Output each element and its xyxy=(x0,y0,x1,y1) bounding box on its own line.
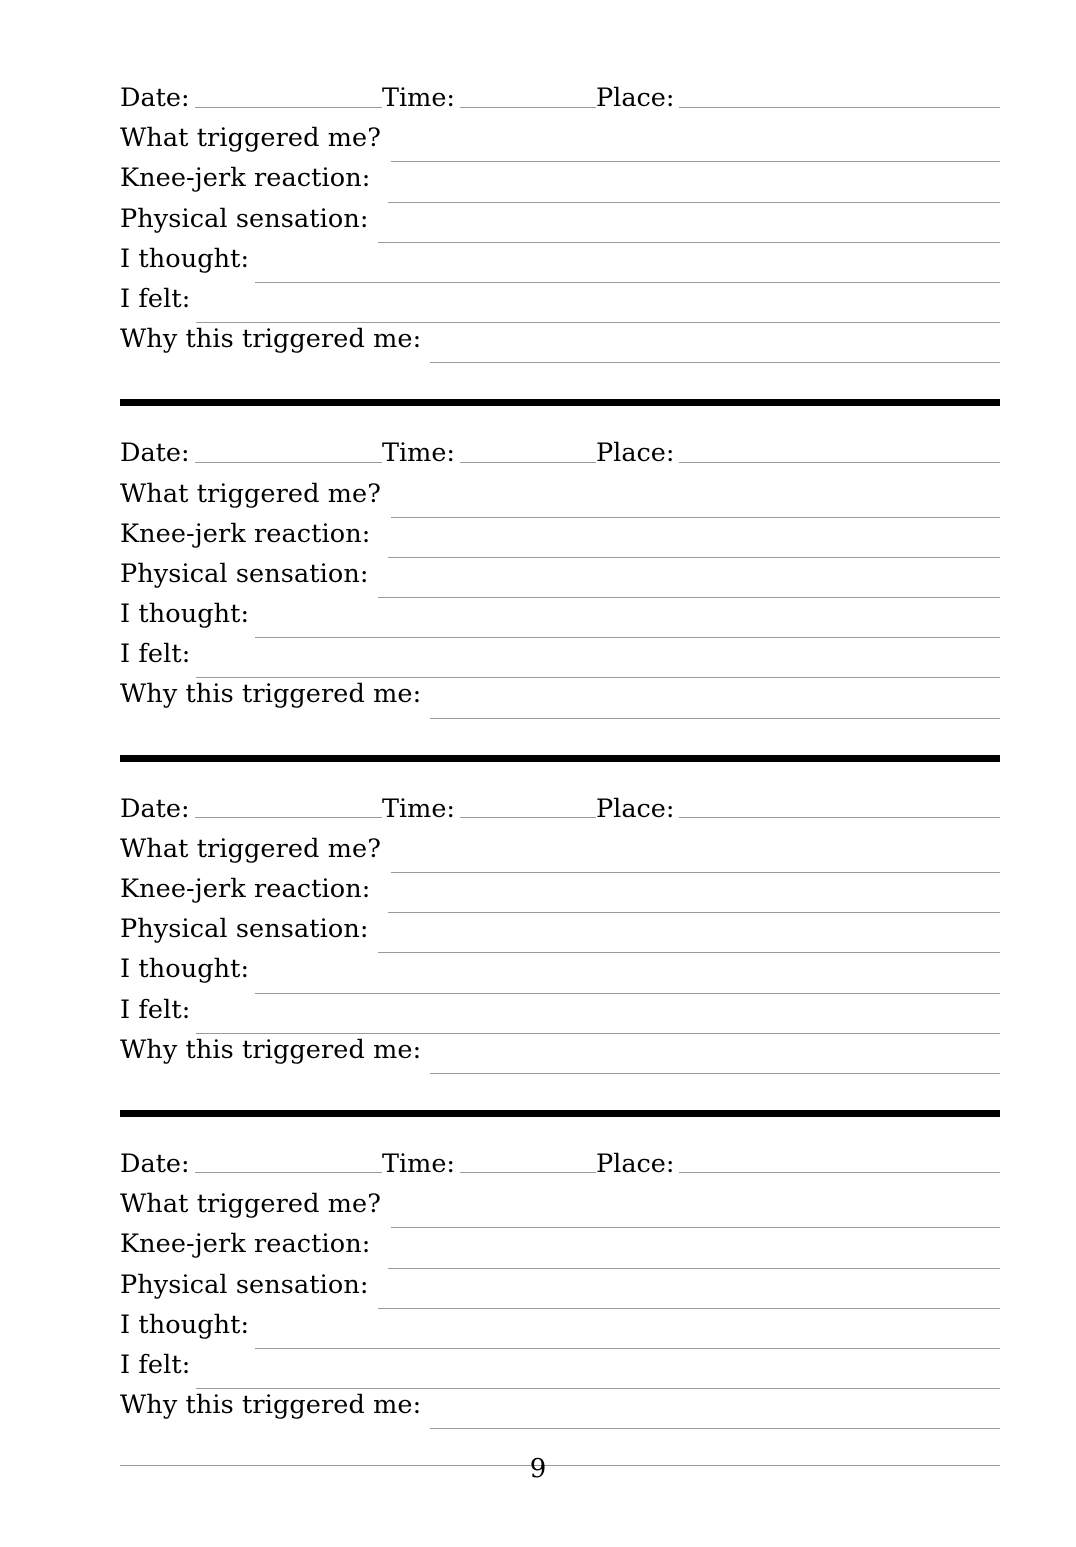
what-triggered-me-row xyxy=(120,1189,1000,1232)
i-felt-row xyxy=(120,639,1000,682)
i-thought-input-line[interactable] xyxy=(255,993,1000,994)
why-this-triggered-me-row xyxy=(120,1034,1000,1078)
knee-jerk-reaction-input-line[interactable] xyxy=(388,202,1000,203)
time-field-group xyxy=(382,83,596,113)
what-triggered-me-input-line[interactable] xyxy=(391,517,1000,518)
spacer xyxy=(120,1117,1000,1152)
date-label: Date: xyxy=(120,793,190,824)
i-felt-label: I felt: xyxy=(120,639,191,670)
i-thought-label: I thought: xyxy=(120,1309,250,1340)
date-label: Date: xyxy=(120,83,190,113)
page-number: 9 xyxy=(529,1454,547,1484)
i-thought-row xyxy=(120,954,1000,997)
entry-divider-2 xyxy=(120,755,1000,762)
why-this-triggered-me-label: Why this triggered me: xyxy=(120,1390,422,1421)
physical-sensation-input-line[interactable] xyxy=(378,1308,1000,1309)
physical-sensation-row xyxy=(120,914,1000,957)
knee-jerk-reaction-input-line[interactable] xyxy=(388,912,1000,913)
knee-jerk-reaction-label: Knee-jerk reaction: xyxy=(120,518,371,549)
i-felt-row xyxy=(120,994,1000,1038)
date-input-line[interactable] xyxy=(195,817,382,818)
place-input-line[interactable] xyxy=(679,107,1000,108)
time-field-group xyxy=(382,438,596,469)
why-this-triggered-me-label: Why this triggered me: xyxy=(120,324,422,355)
physical-sensation-input-line[interactable] xyxy=(378,597,1000,598)
physical-sensation-label: Physical sensation: xyxy=(120,203,369,234)
i-thought-input-line[interactable] xyxy=(255,1348,1000,1349)
what-triggered-me-label: What triggered me? xyxy=(120,833,381,864)
i-felt-input-line[interactable] xyxy=(196,1388,1000,1389)
physical-sensation-label: Physical sensation: xyxy=(120,558,369,589)
place-input-line[interactable] xyxy=(679,817,1000,818)
why-this-triggered-me-row xyxy=(120,1390,1000,1433)
knee-jerk-reaction-label: Knee-jerk reaction: xyxy=(120,1229,371,1260)
i-felt-row xyxy=(120,1349,1000,1393)
what-triggered-me-row xyxy=(120,833,1000,877)
date-time-place-row xyxy=(120,438,1000,481)
i-thought-label: I thought: xyxy=(120,599,250,630)
date-field-group xyxy=(120,83,382,113)
why-this-triggered-me-row xyxy=(120,679,1000,722)
i-felt-input-line[interactable] xyxy=(196,1033,1000,1034)
place-field-group xyxy=(596,793,1000,824)
time-field-group xyxy=(382,793,596,824)
what-triggered-me-label: What triggered me? xyxy=(120,123,381,154)
knee-jerk-reaction-row xyxy=(120,874,1000,917)
date-label: Date: xyxy=(120,1148,190,1179)
what-triggered-me-row xyxy=(120,123,1000,166)
time-label: Time: xyxy=(382,793,456,824)
knee-jerk-reaction-row xyxy=(120,1229,1000,1272)
i-felt-input-line[interactable] xyxy=(196,677,1000,678)
entry-divider-3 xyxy=(120,1110,1000,1117)
place-label: Place: xyxy=(596,83,675,113)
why-this-triggered-me-input-line[interactable] xyxy=(430,1428,1000,1429)
entry-divider-1 xyxy=(120,399,1000,406)
i-thought-label: I thought: xyxy=(120,954,250,985)
time-label: Time: xyxy=(382,83,456,113)
entry-block-2 xyxy=(120,438,1000,722)
physical-sensation-row xyxy=(120,1269,1000,1313)
knee-jerk-reaction-row xyxy=(120,163,1000,206)
date-time-place-row xyxy=(120,793,1000,837)
knee-jerk-reaction-input-line[interactable] xyxy=(388,1268,1000,1269)
physical-sensation-input-line[interactable] xyxy=(378,952,1000,953)
date-label: Date: xyxy=(120,438,190,469)
i-thought-input-line[interactable] xyxy=(255,637,1000,638)
what-triggered-me-label: What triggered me? xyxy=(120,478,381,509)
place-field-group xyxy=(596,1148,1000,1179)
spacer xyxy=(120,1078,1000,1110)
date-input-line[interactable] xyxy=(195,462,382,463)
time-field-group xyxy=(382,1148,596,1179)
what-triggered-me-input-line[interactable] xyxy=(391,161,1000,162)
i-felt-label: I felt: xyxy=(120,1349,191,1380)
date-field-group xyxy=(120,438,382,469)
date-input-line[interactable] xyxy=(195,1172,382,1173)
i-thought-label: I thought: xyxy=(120,243,250,274)
time-input-line[interactable] xyxy=(460,107,596,108)
spacer xyxy=(120,367,1000,399)
time-label: Time: xyxy=(382,1148,456,1179)
why-this-triggered-me-label: Why this triggered me: xyxy=(120,1034,422,1065)
spacer xyxy=(120,762,1000,797)
i-thought-row xyxy=(120,243,1000,287)
place-label: Place: xyxy=(596,438,675,469)
place-label: Place: xyxy=(596,793,675,824)
spacer xyxy=(120,723,1000,755)
time-input-line[interactable] xyxy=(460,462,596,463)
place-input-line[interactable] xyxy=(679,462,1000,463)
i-felt-input-line[interactable] xyxy=(196,322,1000,323)
knee-jerk-reaction-label: Knee-jerk reaction: xyxy=(120,163,371,194)
place-label: Place: xyxy=(596,1148,675,1179)
why-this-triggered-me-row xyxy=(120,324,1000,367)
place-field-group xyxy=(596,83,1000,113)
i-felt-row xyxy=(120,283,1000,327)
what-triggered-me-input-line[interactable] xyxy=(391,1227,1000,1228)
time-input-line[interactable] xyxy=(460,1172,596,1173)
knee-jerk-reaction-label: Knee-jerk reaction: xyxy=(120,874,371,904)
i-thought-row xyxy=(120,599,1000,642)
why-this-triggered-me-input-line[interactable] xyxy=(430,718,1000,719)
date-field-group xyxy=(120,1148,382,1179)
knee-jerk-reaction-row xyxy=(120,518,1000,562)
entry-block-4 xyxy=(120,1148,1000,1433)
entries-container xyxy=(120,83,1000,1466)
entry-block-1 xyxy=(120,83,1000,367)
why-this-triggered-me-input-line[interactable] xyxy=(430,362,1000,363)
physical-sensation-input-line[interactable] xyxy=(378,242,1000,243)
what-triggered-me-row xyxy=(120,478,1000,522)
date-time-place-row xyxy=(120,83,1000,126)
physical-sensation-row xyxy=(120,203,1000,247)
i-thought-row xyxy=(120,1309,1000,1353)
place-field-group xyxy=(596,438,1000,469)
i-thought-input-line[interactable] xyxy=(255,282,1000,283)
time-label: Time: xyxy=(382,438,456,469)
date-field-group xyxy=(120,793,382,824)
entry-block-3 xyxy=(120,793,1000,1078)
why-this-triggered-me-input-line[interactable] xyxy=(430,1073,1000,1074)
place-input-line[interactable] xyxy=(679,1172,1000,1173)
spacer xyxy=(120,406,1000,441)
why-this-triggered-me-label: Why this triggered me: xyxy=(120,679,422,710)
physical-sensation-label: Physical sensation: xyxy=(120,1269,369,1300)
what-triggered-me-input-line[interactable] xyxy=(391,872,1000,873)
knee-jerk-reaction-input-line[interactable] xyxy=(388,557,1000,558)
time-input-line[interactable] xyxy=(460,817,596,818)
what-triggered-me-label: What triggered me? xyxy=(120,1189,381,1220)
physical-sensation-label: Physical sensation: xyxy=(120,914,369,945)
i-felt-label: I felt: xyxy=(120,994,191,1025)
physical-sensation-row xyxy=(120,558,1000,602)
date-input-line[interactable] xyxy=(195,107,382,108)
i-felt-label: I felt: xyxy=(120,283,191,314)
date-time-place-row xyxy=(120,1148,1000,1192)
